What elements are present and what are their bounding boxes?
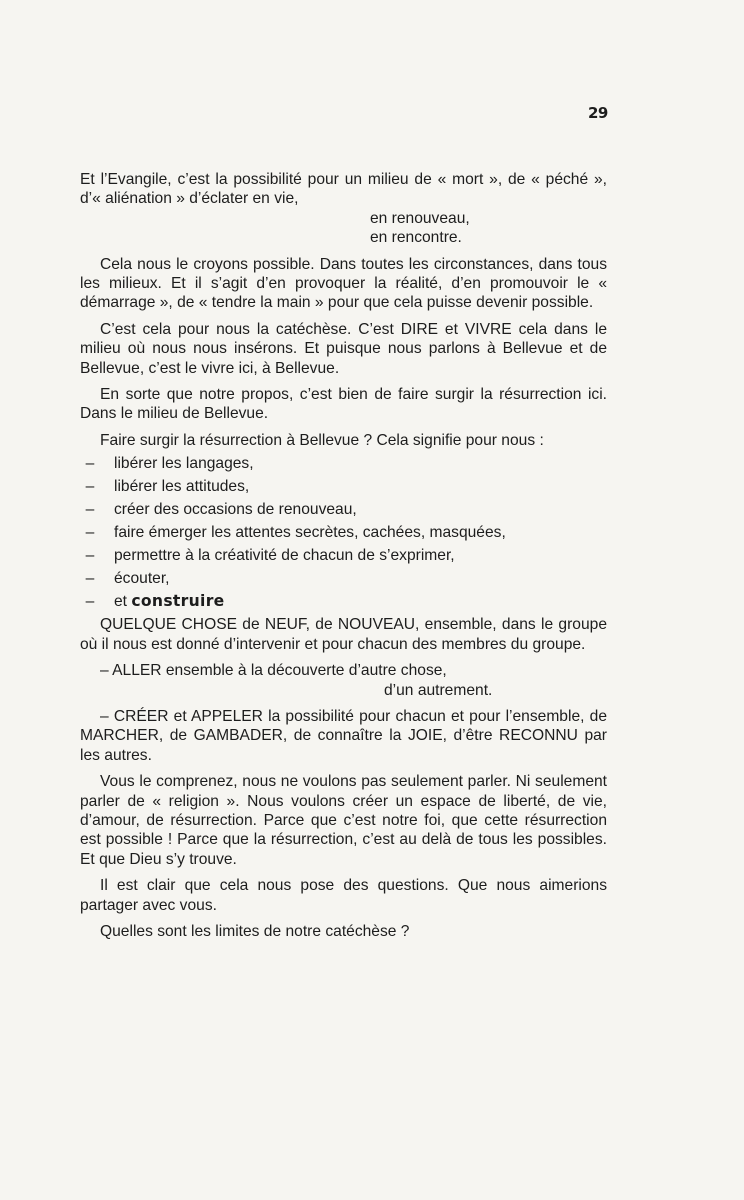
line-rencontre: en rencontre. — [370, 229, 462, 247]
page-number: 29 — [588, 104, 608, 122]
list-item: – écouter, — [114, 569, 607, 588]
paragraph-evangile: Et l’Evangile, c’est la possibilité pour un milieu de « mort », de « péché », d’« aliénation » d’éclater en vie, — [80, 171, 607, 208]
paragraph-limites: Quelles sont les limites de notre catéchèse ? — [100, 922, 410, 940]
paragraph-comprenez: Vous le comprenez, nous ne voulons pas seulement parler. Ni seulement parler de « religion ». Nous voulons créer un espace de liberté, de vie, d’amour, de résurrection. Parce que c’est notre foi, que cette résurrection est possible ! Parce que la résurrection, c’est au delà de tous les possibles. Et que Dieu s’y trouve. — [80, 773, 607, 868]
list-item: – permettre à la créativité de chacun de s’exprimer, — [114, 546, 607, 565]
construire-word: construire — [131, 592, 225, 611]
line-autrement: d’un autrement. — [384, 681, 493, 699]
list-item — [114, 592, 607, 611]
line-renouveau: en renouveau, — [370, 209, 470, 227]
list-item-prefix: et — [114, 593, 128, 611]
paragraph-propos: En sorte que notre propos, c’est bien de faire surgir la résurrection ici. Dans le milieu de Bellevue. — [80, 386, 607, 423]
paragraph-catechese: C’est cela pour nous la catéchèse. C’est DIRE et VIVRE cela dans le milieu où nous nous insérons. Et puisque nous parlons à Bellevue et de Bellevue, c’est le vivre ici, à Bellevue. — [80, 320, 607, 377]
list-item: – libérer les attitudes, — [114, 477, 607, 496]
list-item: – créer des occasions de renouveau, — [114, 500, 607, 519]
paragraph-creer: – CRÉER et APPELER la possibilité pour chacun et pour l’ensemble, de MARCHER, de GAMBADER, de connaître la JOIE, d’être RECONNU par les autres. — [80, 707, 607, 764]
paragraph-quelque-chose: QUELQUE CHOSE de NEUF, de NOUVEAU, ensemble, dans le groupe où il nous est donné d’intervenir et pour chacun des membres du groupe. — [80, 616, 607, 653]
paragraph-aller: – ALLER ensemble à la découverte d’autre chose, — [100, 662, 447, 680]
paragraph-surgir: Faire surgir la résurrection à Bellevue ? Cela signifie pour nous : — [100, 431, 544, 449]
list-item: – libérer les langages, — [114, 454, 607, 473]
paragraph-questions: Il est clair que cela nous pose des questions. Que nous aimerions partager avec vous. — [80, 877, 607, 914]
action-list — [80, 454, 607, 611]
list-item: – faire émerger les attentes secrètes, cachées, masquées, — [114, 523, 607, 542]
paragraph-possible: Cela nous le croyons possible. Dans toutes les circonstances, dans tous les milieux. Et il s’agit d’en provoquer la réalité, d’en promouvoir le « démarrage », de « tendre la main » pour que cela puisse devenir possible. — [80, 255, 607, 312]
page-body — [80, 170, 607, 948]
